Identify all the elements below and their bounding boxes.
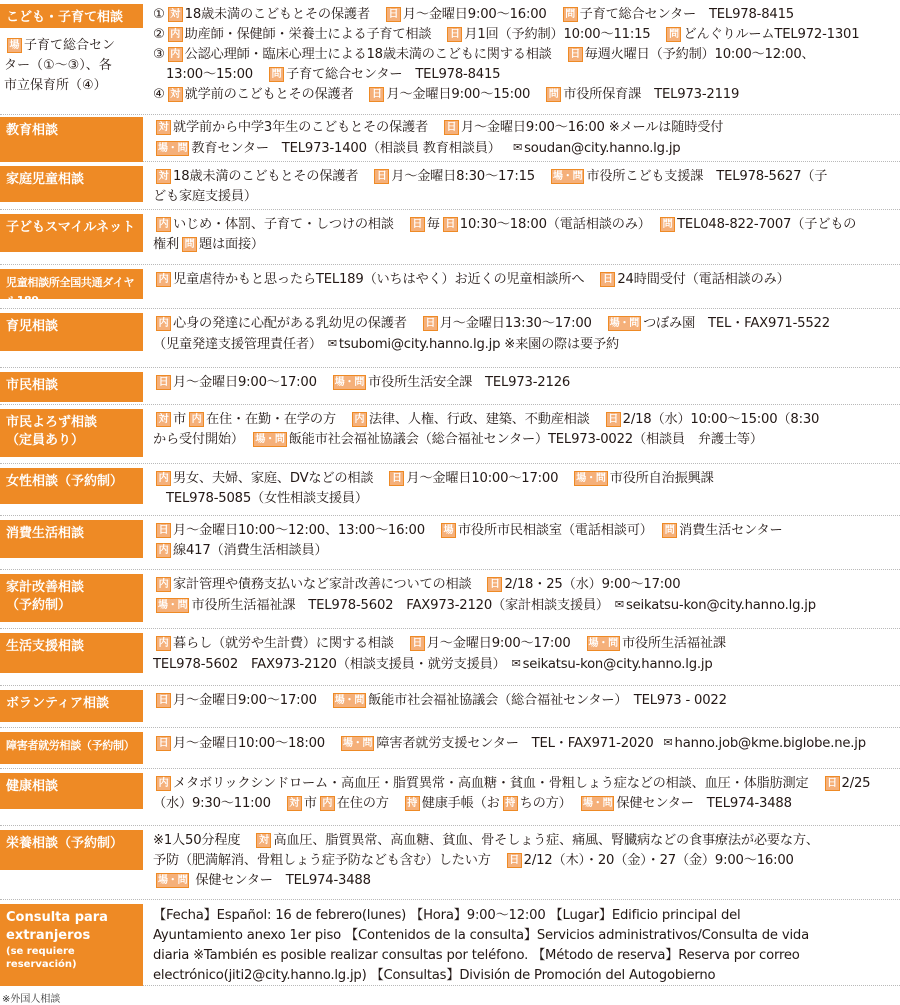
detail-line: 13:00～15:00 問 子育て総合センター TEL978-8415 [153, 67, 501, 82]
detail-line: ① 対 18歳未満のこどもとその保護者 日 月～金曜日9:00～16:00 問 子育て総合センター TEL978-8415 [153, 7, 794, 22]
detail-line: 対 18歳未満のこどもとその保護者 日 月～金曜日8:30～17:15 場・問 市役所こども支援課 TEL978-5627（子 [153, 167, 900, 187]
place-inquiry-badge: 場・問 [588, 638, 618, 649]
date-badge: 日 [410, 217, 425, 232]
target-badge: 対 [156, 169, 171, 184]
consultation-row [0, 574, 900, 629]
detail-line: 日 月～金曜日10:00～12:00、13:00～16:00 場 市役所市民相談室（電話相談可） 問 消費生活センター [153, 521, 900, 541]
detail-line: 日 月～金曜日10:00～18:00 場・問 障害者就労支援センター TEL・FAX971-2020 ✉ hanno.job@kme.biglobe.ne.jp [153, 733, 900, 754]
consultation-details [153, 167, 900, 207]
inquiry-badge: 問 [563, 7, 578, 22]
place-inquiry-badge: 場・問 [582, 798, 613, 809]
detail-line: 対 就学前から中学3年生のこどもとその保護者 日 月～金曜日9:00～16:00 ※メールは随時受付 [153, 118, 900, 138]
mail-icon: ✉ [511, 657, 521, 670]
date-badge: 日 [389, 471, 404, 486]
inquiry-badge: 問 [660, 217, 675, 232]
date-badge: 日 [410, 636, 425, 651]
content-badge: 内 [156, 217, 171, 232]
place-inquiry-badge: 場・問 [609, 318, 640, 329]
content-badge: 内 [156, 272, 171, 287]
detail-line: 内 いじめ・体罰、子育て・しつけの相談 日 毎 日 10:30～18:00（電話相談のみ） 問 TEL048-822-7007（子どもの [153, 215, 900, 235]
detail-line: から受付開始） 場・問 飯能市社会福祉協議会（総合福祉センター）TEL973-0022（相談員 弁護士等） [153, 432, 763, 447]
consultation-details [153, 831, 900, 891]
place-badge: 場 [7, 38, 22, 53]
category-label: 生活支援相談 [0, 633, 143, 673]
consultation-details [153, 410, 900, 450]
content-badge: 内 [156, 776, 171, 791]
target-badge: 対 [256, 833, 271, 848]
inquiry-badge: 問 [182, 237, 197, 252]
detail-line: 内 線417（消費生活相談員） [153, 541, 900, 561]
consultation-row [0, 214, 900, 265]
detail-line: electrónico(jiti2@city.hanno.lg.jp) 【Consultas】División de Promoción del Autogobierno [153, 968, 716, 983]
inquiry-badge: 問 [662, 523, 677, 538]
category-label: 育児相談 [0, 313, 143, 351]
detail-line: 【Fecha】Español: 16 de febrero(lunes) 【Hora】9:00～12:00 【Lugar】Edificio principal del [153, 908, 741, 923]
consultation-details [153, 906, 900, 986]
category-label: 家計改善相談 （予約制） [0, 574, 143, 622]
place-inquiry-badge: 場・問 [334, 695, 365, 706]
target-badge: 対 [168, 87, 183, 102]
consultation-details [153, 774, 900, 814]
mail-icon: ✉ [513, 141, 523, 154]
mail-icon: ✉ [327, 337, 337, 350]
date-badge: 日 [443, 217, 458, 232]
category-label: 栄養相談（予約制） [0, 830, 143, 870]
mail-icon: ✉ [614, 598, 624, 611]
consultation-row [0, 690, 900, 728]
category-label: 市民よろず相談 （定員あり） [0, 409, 143, 457]
detail-line: 内 男女、夫婦、家庭、DVなどの相談 日 月～金曜日10:00～17:00 場・問 市役所自治振興課 [153, 469, 900, 489]
content-badge: 内 [156, 636, 171, 651]
detail-line: 場・問 保健センター TEL974-3488 [158, 873, 371, 888]
consultation-details [153, 691, 900, 711]
detail-line: 日 月～金曜日9:00～17:00 場・問 市役所生活安全課 TEL973-2126 [153, 373, 900, 393]
detail-line: ③ 内 公認心理師・臨床心理士による18歳未満のこどもに関する相談 日 毎週火曜日（予約制）10:00～12:00、 [153, 47, 815, 62]
detail-line: 日 月～金曜日9:00～17:00 場・問 飯能市社会福祉協議会（総合福祉センター） TEL973 - 0022 [153, 691, 900, 711]
date-badge: 日 [447, 27, 462, 42]
category-label: こども・子育て相談 [0, 4, 143, 28]
consultation-row [0, 773, 900, 826]
consultation-details [153, 469, 900, 509]
consultation-row [0, 372, 900, 405]
detail-line: ども家庭支援員） [153, 189, 257, 204]
category-label: 教育相談 [0, 117, 143, 162]
date-badge: 日 [507, 853, 522, 868]
category-label: ボランティア相談 [0, 690, 143, 722]
detail-line: 内 心身の発達に心配がある乳幼児の保護者 日 月～金曜日13:30～17:00 場・問 つぼみ園 TEL・FAX971-5522 [153, 314, 900, 334]
date-badge: 日 [156, 523, 171, 538]
content-badge: 内 [189, 412, 204, 427]
place-inquiry-badge: 場・問 [552, 171, 583, 182]
inquiry-badge: 問 [269, 67, 284, 82]
detail-line: Ayuntamiento anexo 1er piso 【Contenidos de la consulta】Servicios administrativos/Consulta de vida [153, 928, 809, 943]
content-badge: 内 [352, 412, 367, 427]
content-badge: 内 [320, 796, 335, 811]
place-inquiry-badge: 場・問 [158, 143, 188, 154]
consultation-details [153, 373, 900, 393]
place-inquiry-badge: 場・問 [158, 875, 188, 886]
place-inquiry-badge: 場・問 [334, 377, 365, 388]
content-badge: 内 [156, 543, 171, 558]
detail-line: 場・問 教育センター TEL973-1400（相談員 教育相談員） ✉ soudan@city.hanno.lg.jp [158, 141, 681, 156]
consultation-row [0, 166, 900, 210]
date-badge: 日 [606, 412, 621, 427]
content-badge: 内 [168, 47, 183, 62]
consultation-row [0, 269, 900, 309]
place-badge: 場 [441, 523, 456, 538]
category-label: 市民相談 [0, 372, 143, 402]
category-label: 消費生活相談 [0, 520, 143, 558]
category-label: 女性相談（予約制） [0, 468, 143, 504]
date-badge: 日 [369, 87, 384, 102]
inquiry-badge: 問 [666, 27, 681, 42]
bring-badge: 持 [503, 796, 518, 811]
place-inquiry-badge: 場・問 [255, 434, 285, 445]
detail-line: （児童発達支援管理責任者） ✉ tsubomi@city.hanno.lg.jp ※来園の際は要予約 [153, 337, 619, 352]
consultation-row [0, 313, 900, 368]
consultation-details [153, 733, 900, 754]
consultation-row [0, 4, 900, 115]
category-label: 子どもスマイルネット [0, 214, 143, 252]
detail-line: 内 暮らし（就労や生計費）に関する相談 日 月～金曜日9:00～17:00 場・問 市役所生活福祉課 [153, 634, 900, 654]
consultation-details [153, 575, 900, 616]
first-row-place-note: 場 子育て総合セン ター（①～③）、各 市立保育所（④） [4, 38, 116, 93]
detail-line: TEL978-5602 FAX973-2120（相談支援員・就労支援員） ✉ seikatsu-kon@city.hanno.lg.jp [153, 657, 713, 672]
consultation-row [0, 409, 900, 464]
consultation-row [0, 117, 900, 162]
date-badge: 日 [423, 316, 438, 331]
consultation-row [0, 732, 900, 769]
detail-line: 内 メタボリックシンドローム・高血圧・脂質異常・高血糖・貧血・骨粗しょう症などの相談、血圧・体脂肪測定 日 2/25 [153, 774, 900, 794]
detail-line: 内 児童虐待かもと思ったらTEL189（いちはやく）お近くの児童相談所へ 日 24時間受付（電話相談のみ） [153, 270, 900, 290]
detail-line: （水）9:30～11:00 対 市 内 在住の方 持 健康手帳（お 持 ちの方） 場・問 保健センター TEL974-3488 [153, 796, 792, 811]
category-label: 障害者就労相談（予約制） [0, 732, 143, 764]
target-badge: 対 [156, 412, 171, 427]
place-inquiry-badge: 場・問 [342, 738, 373, 749]
date-badge: 日 [374, 169, 389, 184]
content-badge: 内 [156, 316, 171, 331]
consultation-row [0, 904, 900, 986]
place-inquiry-badge: 場・問 [158, 600, 188, 611]
footer-note: ※外国人相談 [2, 994, 61, 1005]
bring-badge: 持 [405, 796, 420, 811]
target-badge: 対 [156, 120, 171, 135]
target-badge: 対 [168, 7, 183, 22]
date-badge: 日 [156, 736, 171, 751]
consultation-row [0, 520, 900, 570]
detail-line: ※1人50分程度 対 高血圧、脂質異常、高血糖、貧血、骨そしょう症、痛風、腎臓病などの食事療法が必要な方、 [153, 833, 819, 848]
consultation-row [0, 468, 900, 516]
date-badge: 日 [386, 7, 401, 22]
consultation-details [153, 215, 900, 255]
category-label: 家庭児童相談 [0, 166, 143, 202]
date-badge: 日 [487, 577, 502, 592]
content-badge: 内 [156, 577, 171, 592]
consultation-row [0, 633, 900, 686]
consultation-details [153, 270, 900, 290]
date-badge: 日 [156, 375, 171, 390]
place-inquiry-badge: 場・問 [576, 473, 606, 484]
date-badge: 日 [825, 776, 840, 791]
category-label: Consulta para extranjeros (se requiere reservación) [0, 904, 143, 986]
detail-line: ② 内 助産師・保健師・栄養士による子育て相談 日 月1回（予約制）10:00～11:15 問 どんぐりルームTEL972-1301 [153, 27, 860, 42]
content-badge: 内 [156, 471, 171, 486]
detail-line: 権利 問 題は面接） [153, 237, 264, 252]
date-badge: 日 [568, 47, 583, 62]
content-badge: 内 [168, 27, 183, 42]
detail-line: 場・問 市役所生活福祉課 TEL978-5602 FAX973-2120（家計相談支援員） ✉ seikatsu-kon@city.hanno.lg.jp [158, 598, 816, 613]
consultation-details [153, 521, 900, 561]
consultation-details [153, 118, 900, 159]
detail-line: TEL978-5085（女性相談支援員） [153, 491, 368, 506]
target-badge: 対 [287, 796, 302, 811]
inquiry-badge: 問 [546, 87, 561, 102]
consultation-details [153, 314, 900, 355]
category-label: 健康相談 [0, 773, 143, 809]
consultation-details [153, 634, 900, 675]
consultation-details [153, 5, 900, 105]
detail-line: diaria ※También es posible realizar consultas por teléfono. 【Método de reserva】Reserva por correo [153, 948, 800, 963]
detail-line: ④ 対 就学前のこどもとその保護者 日 月～金曜日9:00～15:00 問 市役所保育課 TEL973-2119 [153, 87, 740, 102]
date-badge: 日 [444, 120, 459, 135]
consultation-row [0, 830, 900, 900]
detail-line: 対 市 内 在住・在勤・在学の方 内 法律、人権、行政、建築、不動産相談 日 2/18（水）10:00～15:00（8:30 [153, 410, 900, 430]
detail-line: 予防（肥満解消、骨粗しょう症予防なども含む）したい方 日 2/12（木）・20（金）・27（金）9:00～16:00 [153, 853, 794, 868]
date-badge: 日 [600, 272, 615, 287]
mail-icon: ✉ [663, 736, 673, 749]
category-label: 児童相談所全国共通ダイヤル189 [0, 269, 143, 299]
detail-line: 内 家計管理や債務支払いなど家計改善についての相談 日 2/18・25（水）9:00～17:00 [153, 575, 900, 595]
date-badge: 日 [156, 693, 171, 708]
